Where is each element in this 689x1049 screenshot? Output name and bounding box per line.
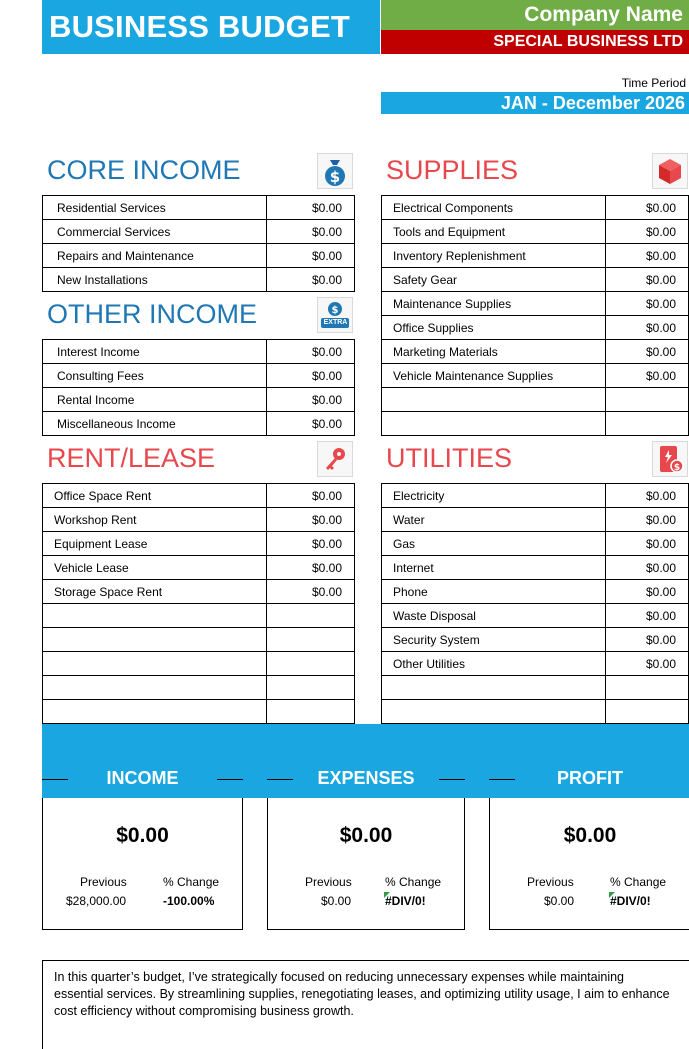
company-name: SPECIAL BUSINESS LTD [493,33,683,50]
income-previous-value[interactable]: $28,000.00 [66,894,127,908]
extra-dollar-icon [317,297,353,333]
rent-lease-item-value[interactable]: $0.00 [267,508,355,532]
rent-lease-item-label[interactable] [43,676,267,700]
supplies-item-label[interactable] [382,388,606,412]
expenses-previous-value[interactable]: $0.00 [321,894,352,908]
utilities-table [381,483,689,724]
table-row [43,220,355,244]
company-label: Company Name [524,3,683,26]
budget-title-banner [42,0,380,54]
profit-previous-value[interactable]: $0.00 [544,894,575,908]
other-income-item-label[interactable]: Rental Income [43,388,267,412]
income-previous-label: Previous [80,875,127,889]
supplies-item-label[interactable]: Office Supplies [382,316,606,340]
supplies-title: SUPPLIES [386,155,519,185]
rent-lease-item-label[interactable]: Equipment Lease [43,532,267,556]
supplies-item-value[interactable] [606,412,689,436]
table-row [43,532,355,556]
table-row [382,220,689,244]
table-row [382,412,689,436]
table-row [43,340,355,364]
rent-lease-item-label[interactable]: Vehicle Lease [43,556,267,580]
utilities-item-label[interactable]: Internet [382,556,606,580]
other-income-item-value[interactable]: $0.00 [267,364,355,388]
other-income-item-label[interactable]: Consulting Fees [43,364,267,388]
profit-change-value[interactable]: #DIV/0! [610,894,651,908]
utilities-item-value[interactable]: $0.00 [606,484,689,508]
table-row [43,244,355,268]
income-amount[interactable]: $0.00 [116,824,169,847]
table-row [43,196,355,220]
time-period-value: JAN - December 2026 [500,93,685,113]
supplies-item-label[interactable]: Marketing Materials [382,340,606,364]
expenses-change-label: % Change [385,875,442,889]
other-income-title: OTHER INCOME [47,299,258,329]
supplies-item-label[interactable]: Inventory Replenishment [382,244,606,268]
expenses-change-value[interactable]: #DIV/0! [385,894,426,908]
rent-lease-item-value[interactable]: $0.00 [267,556,355,580]
table-row [382,484,689,508]
supplies-table [381,195,689,436]
utilities-title: UTILITIES [386,443,513,473]
table-row [43,628,355,652]
utilities-item-label[interactable]: Gas [382,532,606,556]
utilities-item-label[interactable] [382,700,606,724]
expenses-amount[interactable]: $0.00 [339,824,393,847]
supplies-item-value[interactable]: $0.00 [606,220,689,244]
supplies-item-value[interactable]: $0.00 [606,340,689,364]
core-income-item-value[interactable]: $0.00 [267,196,355,220]
utility-bill-icon [652,441,688,477]
other-income-item-value[interactable]: $0.00 [267,340,355,364]
rent-lease-item-label[interactable]: Office Space Rent [43,484,267,508]
utilities-item-label[interactable]: Water [382,508,606,532]
table-row [43,364,355,388]
other-income-item-label[interactable]: Miscellaneous Income [43,412,267,436]
core-income-table [42,195,355,292]
core-income-title: CORE INCOME [47,155,241,185]
key-icon [317,441,353,477]
utilities-item-value[interactable]: $0.00 [606,628,689,652]
expenses-previous-label: Previous [305,875,352,889]
table-row [382,244,689,268]
table-row [382,196,689,220]
supplies-item-value[interactable]: $0.00 [606,268,689,292]
page-title: BUSINESS BUDGET [49,9,350,44]
core-income-item-label[interactable]: Repairs and Maintenance [43,244,267,268]
table-row [382,556,689,580]
supplies-item-label[interactable]: Electrical Components [382,196,606,220]
rent-lease-table [42,483,355,724]
utilities-item-value[interactable] [606,700,689,724]
rent-lease-item-label[interactable] [43,652,267,676]
notes-text: In this quarter’s budget, I’ve strategically focused on reducing unnecessary expenses while maintaining essential services. By streamlining supplies, renegotiating leases, and optimizing utility usage, I aim to enhance cost efficiency without compromising business growth. [54,970,670,1018]
supplies-item-value[interactable]: $0.00 [606,196,689,220]
utilities-item-label[interactable]: Other Utilities [382,652,606,676]
table-row [382,700,689,724]
extra-icon-text: EXTRA [323,319,348,326]
utilities-item-label[interactable]: Waste Disposal [382,604,606,628]
table-row [43,604,355,628]
table-row [382,508,689,532]
table-row [43,268,355,292]
rent-lease-item-label[interactable] [43,700,267,724]
supplies-item-label[interactable] [382,412,606,436]
rent-lease-item-value[interactable]: $0.00 [267,532,355,556]
table-row [382,628,689,652]
rent-lease-item-label[interactable]: Storage Space Rent [43,580,267,604]
svg-text:$: $ [329,168,341,186]
rent-lease-item-label[interactable] [43,628,267,652]
profit-previous-label: Previous [527,875,574,889]
svg-text:$: $ [673,463,681,473]
supplies-item-value[interactable]: $0.00 [606,316,689,340]
core-income-item-label[interactable]: Commercial Services [43,220,267,244]
supplies-item-label[interactable]: Tools and Equipment [382,220,606,244]
money-bag-icon [317,153,353,189]
core-income-item-value[interactable]: $0.00 [267,244,355,268]
svg-text:$: $ [331,305,339,316]
income-change-value[interactable]: -100.00% [163,894,215,908]
rent-lease-item-value[interactable] [267,676,355,700]
utilities-item-label[interactable]: Security System [382,628,606,652]
box-icon [652,153,688,189]
core-income-item-value[interactable]: $0.00 [267,268,355,292]
time-period-label: Time Period [621,76,686,90]
table-row [43,508,355,532]
utilities-item-value[interactable]: $0.00 [606,580,689,604]
table-row [43,412,355,436]
core-income-item-label[interactable]: Residential Services [43,196,267,220]
core-income-item-value[interactable]: $0.00 [267,220,355,244]
rent-lease-item-value[interactable] [267,652,355,676]
profit-amount[interactable]: $0.00 [563,824,617,847]
utilities-item-value[interactable]: $0.00 [606,532,689,556]
other-income-item-value[interactable]: $0.00 [267,412,355,436]
expenses-summary-title: EXPENSES [317,768,415,788]
utilities-item-label[interactable] [382,676,606,700]
table-row [43,652,355,676]
table-row [43,484,355,508]
income-summary-box [42,768,243,930]
other-income-table [42,339,355,436]
table-row [43,388,355,412]
supplies-item-value[interactable]: $0.00 [606,364,689,388]
table-row [382,340,689,364]
utilities-item-value[interactable]: $0.00 [606,652,689,676]
utilities-item-label[interactable]: Phone [382,580,606,604]
expenses-summary-box [267,768,465,930]
table-row [382,292,689,316]
company-name-cell[interactable] [381,30,689,54]
rent-lease-item-value[interactable] [267,700,355,724]
utilities-item-value[interactable]: $0.00 [606,508,689,532]
rent-lease-title: RENT/LEASE [47,443,216,473]
table-row [382,364,689,388]
income-summary-title: INCOME [106,768,179,788]
table-row [382,604,689,628]
table-row [382,388,689,412]
rent-lease-item-value[interactable] [267,604,355,628]
supplies-item-label[interactable]: Vehicle Maintenance Supplies [382,364,606,388]
rent-lease-item-label[interactable]: Workshop Rent [43,508,267,532]
company-label-cell[interactable] [381,0,689,30]
rent-lease-item-value[interactable]: $0.00 [267,484,355,508]
table-row [43,676,355,700]
supplies-item-label[interactable]: Safety Gear [382,268,606,292]
notes-box[interactable] [42,960,689,1049]
table-row [382,532,689,556]
supplies-item-value[interactable]: $0.00 [606,292,689,316]
other-income-item-label[interactable]: Interest Income [43,340,267,364]
table-row [382,652,689,676]
supplies-item-label[interactable]: Maintenance Supplies [382,292,606,316]
utilities-item-value[interactable]: $0.00 [606,556,689,580]
utilities-item-value[interactable]: $0.00 [606,604,689,628]
time-period-cell[interactable] [381,92,689,114]
table-row [382,580,689,604]
table-row [382,316,689,340]
table-row [382,676,689,700]
table-row [43,700,355,724]
supplies-item-value[interactable]: $0.00 [606,244,689,268]
supplies-item-value[interactable] [606,388,689,412]
income-change-label: % Change [163,875,220,889]
core-income-item-label[interactable]: New Installations [43,268,267,292]
profit-change-label: % Change [610,875,667,889]
utilities-item-value[interactable] [606,676,689,700]
table-row [43,580,355,604]
rent-lease-item-value[interactable] [267,628,355,652]
rent-lease-item-value[interactable]: $0.00 [267,580,355,604]
other-income-item-value[interactable]: $0.00 [267,388,355,412]
table-row [382,268,689,292]
rent-lease-item-label[interactable] [43,604,267,628]
table-row [43,556,355,580]
utilities-item-label[interactable]: Electricity [382,484,606,508]
profit-summary-box [489,768,689,930]
profit-summary-title: PROFIT [557,768,623,788]
